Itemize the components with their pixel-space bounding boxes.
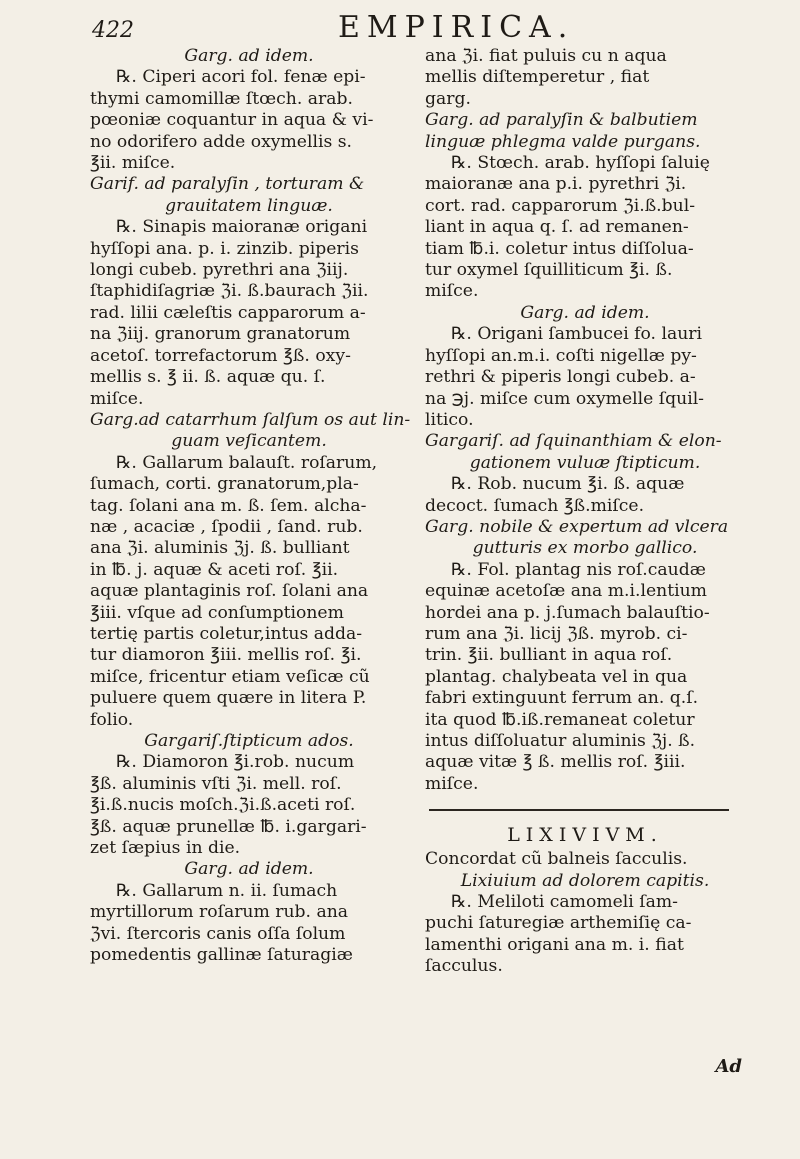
section-title: LIXIVIVM.	[507, 824, 663, 847]
text-line: ℞. Sinapis maioranæ origani	[116, 217, 368, 238]
text-line: lamenthi origani ana m. i. fiat	[425, 934, 684, 955]
text-line: ℥ß. aquæ prunellæ ℔. i.gargari-	[90, 816, 367, 837]
text-line: trin. ℥ii. bulliant in aqua roſ.	[425, 645, 673, 666]
text-line: miſce.	[425, 281, 479, 302]
text-line: Garg. ad idem.	[184, 859, 314, 880]
text-line: na ℨiij. granorum granatorum	[90, 324, 351, 345]
text-line: pomedentis gallinæ ſaturagiæ	[90, 945, 353, 966]
right-column-text	[425, 46, 745, 795]
text-line: rad. lilii cæleſtis capparorum a-	[90, 302, 366, 323]
text-line: ℞. Fol. plantag nis roſ.caudæ	[451, 559, 706, 580]
text-line: acetoſ. torrefactorum ℥ß. oxy-	[90, 345, 351, 366]
right-column	[425, 46, 745, 978]
text-line: rum ana ℨi. licij ℨß. myrob. ci-	[425, 623, 688, 644]
text-line: Garg. ad idem.	[184, 46, 314, 66]
text-line: tag. ſolani ana m. ß. ſem. alcha-	[90, 495, 367, 516]
section-text	[425, 849, 745, 977]
page-header	[0, 8, 800, 48]
text-line: ſtaphidiſagriæ ℨi. ß.baurach ℨii.	[90, 281, 369, 302]
text-line: Garif. ad paralyſin , torturam &	[90, 174, 365, 195]
text-line: Lixiuium ad dolorem capitis.	[460, 870, 710, 891]
text-line: ſumach, corti. granatorum,pla-	[90, 474, 359, 495]
section-divider	[429, 809, 729, 811]
text-line: tur oxymel ſquilliticum ℥i. ß.	[425, 260, 673, 281]
text-line: Garg. ad paralyſin & balbutiem	[425, 110, 698, 131]
text-line: ℥i.ß.nucis moſch.ℨi.ß.aceti roſ.	[90, 795, 356, 816]
text-line: longi cubeb. pyrethri ana ℨiij.	[90, 260, 349, 281]
text-line: decoct. ſumach ℥ß.miſce.	[425, 495, 645, 516]
text-line: fabri extinguunt ferrum an. q.ſ.	[425, 688, 699, 709]
text-line: gationem vuluæ ſtipticum.	[469, 452, 701, 473]
text-line: Gargariſ. ad ſquinanthiam & elon-	[425, 431, 722, 452]
catchword: Ad	[715, 1056, 742, 1077]
text-line: plantag. chalybeata vel in qua	[425, 666, 688, 687]
text-line: equinæ acetoſæ ana m.i.lentium	[425, 581, 707, 602]
text-line: guam veſicantem.	[171, 431, 327, 452]
text-line: miſce, fricentur etiam veſicæ cũ	[90, 666, 370, 687]
text-line: hordei ana p. j.ſumach balauſtio-	[425, 602, 710, 623]
text-line: maioranæ ana p.i. pyrethri ℨi.	[425, 174, 687, 195]
text-line: rethri & piperis longi cubeb. a-	[425, 367, 696, 388]
text-line: ℞. Gallarum n. ii. ſumach	[116, 880, 338, 901]
text-line: pœoniæ coquantur in aqua & vi-	[90, 110, 374, 131]
text-line: mellis s. ℥ ii. ß. aquæ qu. ſ.	[90, 367, 326, 388]
text-line: ℞. Origani ſambucei fo. lauri	[451, 324, 703, 345]
text-line: næ , acaciæ , ſpodii , ſand. rub.	[90, 516, 363, 537]
text-line: hyſſopi an.m.i. coſti nigellæ py-	[425, 345, 697, 366]
text-line: puchi ſaturegiæ arthemiſię ca-	[425, 913, 692, 934]
text-line: mellis diſtemperetur , fiat	[425, 67, 650, 88]
text-line: ℞. Ciperi acori fol. fenæ epi-	[116, 67, 366, 88]
text-line: ſacculus.	[425, 956, 503, 977]
text-line: ℞. Diamoron ℥i.rob. nucum	[116, 752, 355, 773]
text-line: zet ſæpius in die.	[90, 838, 241, 859]
text-line: litico.	[425, 409, 474, 430]
text-line: aquæ vitæ ℥ ß. mellis roſ. ℥iii.	[425, 752, 686, 773]
text-line: ℥iii. vſque ad conſumptionem	[90, 602, 344, 623]
text-line: Garg. nobile & expertum ad vlcera	[425, 516, 729, 537]
text-line: gutturis ex morbo gallico.	[472, 538, 698, 559]
text-line: cort. rad. capparorum ℨi.ß.bul-	[425, 195, 696, 216]
text-line: tertię partis coletur,intus adda-	[90, 623, 363, 644]
text-line: garg.	[425, 88, 471, 109]
text-line: grauitatem linguæ.	[165, 195, 333, 216]
text-line: ita quod ℔.iß.remaneat coletur	[425, 709, 695, 730]
text-line: puluere quem quære in litera P.	[90, 688, 367, 709]
text-line: ℥ii. miſce.	[90, 153, 176, 174]
text-line: no odorifero adde oxymellis s.	[90, 131, 353, 152]
page-number: 422	[92, 18, 134, 43]
text-line: tur diamoron ℥iii. mellis roſ. ℥i.	[90, 645, 362, 666]
text-line: ℞. Meliloti camomeli ſam-	[451, 892, 678, 913]
text-line: Garg. ad idem.	[520, 302, 650, 323]
text-line: ℞. Stœch. arab. hyſſopi ſaluię	[451, 153, 710, 174]
text-line: hyſſopi ana. p. i. zinzib. piperis	[90, 238, 359, 259]
text-line: miſce.	[90, 388, 144, 409]
text-line: ℥ß. aluminis vſti ℨi. mell. roſ.	[90, 773, 342, 794]
text-line: tiam ℔.i. coletur intus diſſolua-	[425, 238, 694, 259]
text-line: folio.	[90, 709, 134, 730]
text-line: Gargariſ.ſtipticum ados.	[144, 731, 354, 751]
text-line: ana ℨi. fiat puluis cu n aqua	[425, 46, 667, 66]
text-line: ℞. Rob. nucum ℥i. ß. aquæ	[451, 474, 685, 495]
text-line: aquæ plantaginis roſ. ſolani ana	[90, 581, 369, 602]
text-line: intus diſſoluatur aluminis ℨj. ß.	[425, 731, 696, 751]
text-line: na ℈j. miſce cum oxymelle ſquil-	[425, 388, 704, 409]
text-line: ℨvi. ſtercoris canis oſſa ſolum	[90, 923, 346, 944]
text-line: ana ℨi. aluminis ℨj. ß. bulliant	[90, 538, 350, 559]
text-line: linguæ phlegma valde purgans.	[425, 131, 701, 152]
text-line: ℞. Gallarum balauſt. roſarum,	[116, 452, 378, 473]
text-line: myrtillorum roſarum rub. ana	[90, 902, 349, 923]
text-line: miſce.	[425, 773, 479, 794]
left-column	[90, 46, 411, 966]
text-line: liant in aqua q. ſ. ad remanen-	[425, 217, 689, 238]
text-line: Garg.ad catarrhum ſalſum os aut lin-	[90, 409, 411, 430]
text-line: Concordat cũ balneis ſacculis.	[425, 849, 688, 870]
text-line: in ℔. j. aquæ & aceti roſ. ℥ii.	[90, 559, 339, 580]
text-line: thymi camomillæ ſtœch. arab.	[90, 88, 353, 109]
running-head: EMPIRICA.	[338, 10, 575, 45]
